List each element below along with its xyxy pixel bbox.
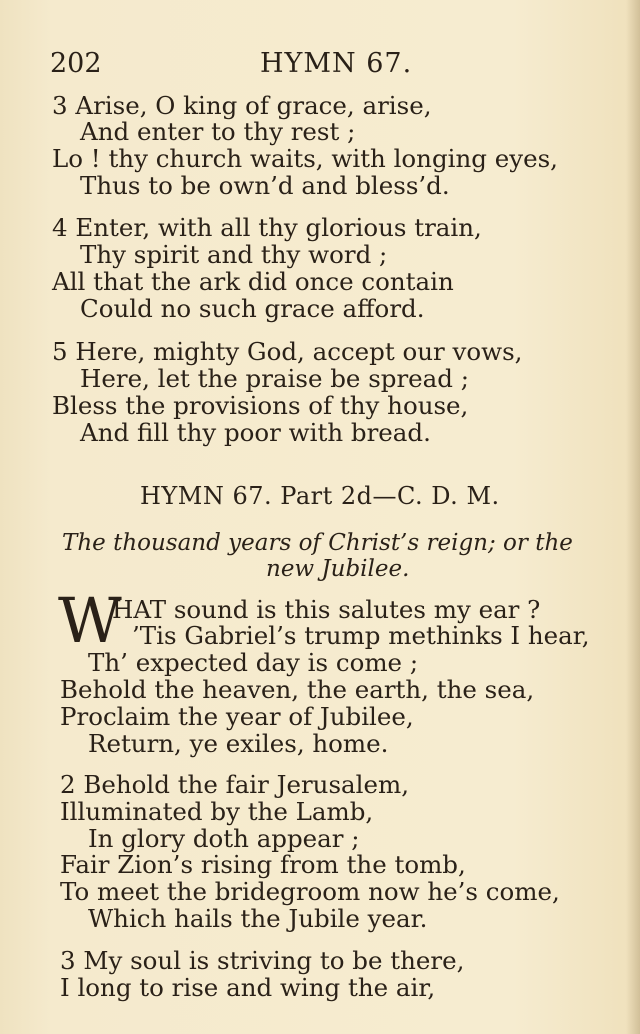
stanza4-line2: Thy spirit and thy word ; <box>80 240 388 269</box>
stanza3-line2: And enter to thy rest ; <box>80 117 356 146</box>
verse3-line2: I long to rise and wing the air, <box>60 973 436 1002</box>
page-header <box>50 48 610 82</box>
stanza5-line3: Bless the provisions of thy house, <box>52 391 469 420</box>
verse1-line6: Return, ye exiles, home. <box>88 729 389 758</box>
verse1-line3: Th’ expected day is come ; <box>88 648 419 677</box>
verse2-line1: 2 Behold the fair Jerusalem, <box>60 770 409 799</box>
running-title: HYMN 67. <box>260 48 413 79</box>
verse2-line4: Fair Zion’s rising from the tomb, <box>60 850 466 879</box>
verse2-line5: To meet the bridegroom now he’s come, <box>60 877 560 906</box>
hymn-subtitle-line2: new Jubilee. <box>266 556 410 582</box>
stanza4-line4: Could no such grace afford. <box>80 294 425 323</box>
stanza4-line1: 4 Enter, with all thy glorious train, <box>52 213 482 242</box>
stanza3-line1: 3 Arise, O king of grace, arise, <box>52 91 432 120</box>
verse3-line1: 3 My soul is striving to be there, <box>60 946 465 975</box>
hymn-subtitle-line1: The thousand years of Christ’s reign; or the <box>62 530 573 556</box>
verse1-line2: ’Tis Gabriel’s trump methinks I hear, <box>132 621 590 650</box>
hymn-title: HYMN 67. Part 2d—C. D. M. <box>140 482 500 510</box>
stanza5-line2: Here, let the praise be spread ; <box>80 364 469 393</box>
stanza4-line3: All that the ark did once contain <box>52 267 454 296</box>
verse1-line1: HAT sound is this salutes my ear ? <box>112 595 541 624</box>
verse1-line5: Proclaim the year of Jubilee, <box>60 702 414 731</box>
verse2-line6: Which hails the Jubile year. <box>88 904 428 933</box>
stanza5-line4: And fill thy poor with bread. <box>80 418 431 447</box>
page-edge-shadow <box>626 0 640 1034</box>
verse2-line3: In glory doth appear ; <box>88 824 360 853</box>
stanza3-line4: Thus to be own’d and bless’d. <box>80 171 450 200</box>
page-number: 202 <box>50 48 102 79</box>
stanza5-line1: 5 Here, mighty God, accept our vows, <box>52 337 523 366</box>
stanza3-line3: Lo ! thy church waits, with longing eyes, <box>52 144 558 173</box>
verse1-line4: Behold the heaven, the earth, the sea, <box>60 675 535 704</box>
verse2-line2: Illuminated by the Lamb, <box>60 797 374 826</box>
drop-cap-letter: W <box>58 584 122 657</box>
